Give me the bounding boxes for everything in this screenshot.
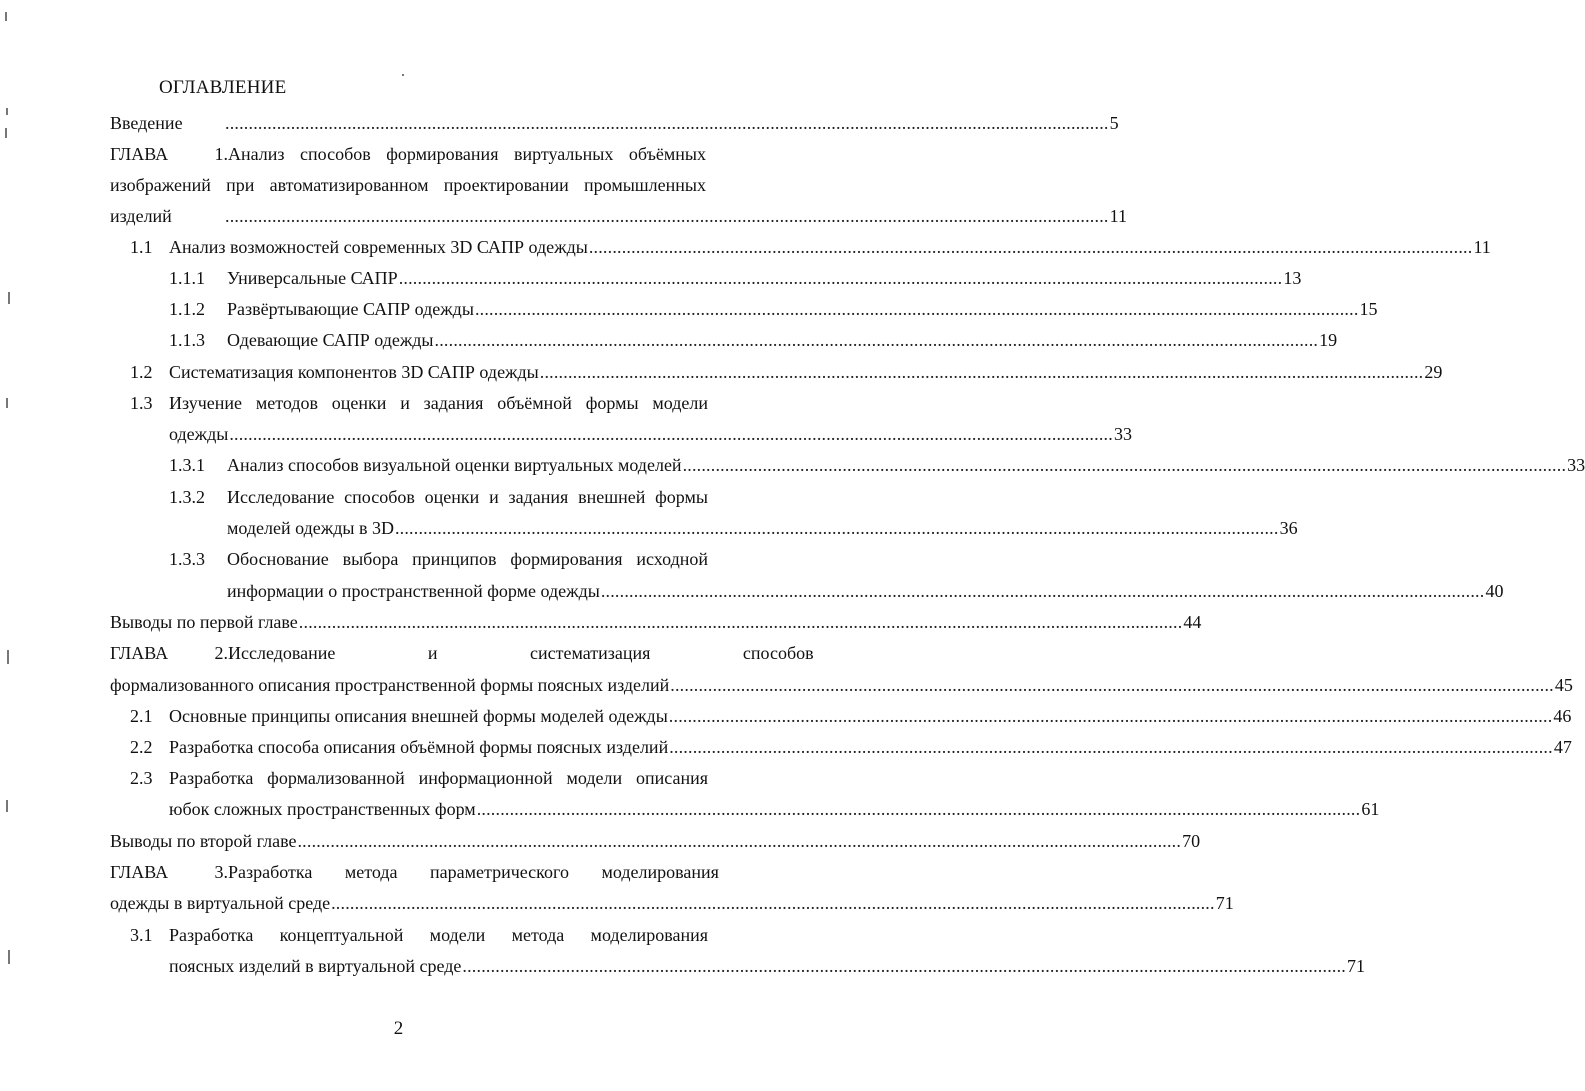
dot-leader (601, 578, 1485, 604)
dot-leader (331, 890, 1215, 916)
section-label: Исследование способов оценки и задания внешней формы (227, 487, 708, 507)
scan-speck (7, 650, 9, 664)
toc-conclusions-chapter-1[interactable] (110, 609, 1202, 635)
dot-leader (475, 296, 1359, 322)
section-number: 1.1.3 (169, 330, 205, 350)
scan-speck (5, 12, 7, 21)
dot-leader (435, 327, 1319, 353)
chapter-label: ГЛАВА 2. (110, 643, 228, 663)
toc-chapter-3-continued (110, 890, 1234, 916)
entry-page: 44 (1183, 612, 1202, 632)
toc-section-1-2[interactable] (130, 359, 1443, 385)
toc-section-1-3-1[interactable] (169, 452, 1585, 478)
scan-speck (6, 398, 8, 408)
toc-entry-introduction[interactable] (110, 110, 1119, 136)
section-label: Универсальные САПР (227, 268, 398, 288)
section-number: 1.2 (130, 362, 153, 382)
entry-page: 40 (1485, 581, 1504, 601)
section-label: Анализ способов визуальной оценки виртуальных моделей (227, 455, 682, 475)
entry-page: 33 (1113, 424, 1132, 444)
entry-page: 46 (1553, 706, 1572, 726)
entry-page: 71 (1215, 893, 1234, 913)
entry-page: 19 (1319, 330, 1338, 350)
toc-section-2-3-continued (169, 796, 1380, 822)
dot-leader (225, 203, 1109, 229)
chapter-label: ГЛАВА 3. (110, 862, 228, 882)
toc-section-2-2[interactable] (130, 734, 1572, 760)
section-label: Систематизация компонентов 3D САПР одежды (169, 362, 539, 382)
dot-leader (462, 953, 1346, 979)
toc-chapter-1-continued (110, 172, 706, 198)
toc-chapter-2-continued (110, 672, 1573, 698)
section-label: Развёртывающие САПР одежды (227, 299, 474, 319)
section-number: 1.3.2 (169, 487, 205, 507)
section-number: 2.3 (130, 768, 153, 788)
toc-section-1-1[interactable] (130, 234, 1491, 260)
entry-label: Введение (110, 113, 183, 133)
entry-page: 13 (1283, 268, 1302, 288)
chapter-title-line: изображений при автоматизированном проектировании промышленных (110, 175, 706, 195)
toc-conclusions-chapter-2[interactable] (110, 828, 1201, 854)
toc-section-3-1[interactable] (130, 922, 708, 948)
section-number: 1.1.1 (169, 268, 205, 288)
section-label: Изучение методов оценки и задания объёмной формы модели (169, 393, 708, 413)
section-label-continued: информации о пространственной форме одежды (227, 581, 600, 601)
scan-speck (8, 292, 10, 304)
section-label: Одевающие САПР одежды (227, 330, 434, 350)
section-label: Основные принципы описания внешней формы моделей одежды (169, 706, 668, 726)
toc-chapter-2-heading[interactable] (110, 640, 814, 666)
toc-section-1-3-2-continued (227, 515, 1298, 541)
toc-section-1-1-3[interactable] (169, 327, 1338, 353)
entry-page: 5 (1109, 113, 1119, 133)
chapter-title-line: Анализ способов формирования виртуальных объёмных (228, 144, 706, 164)
entry-page: 71 (1347, 956, 1365, 976)
entry-page: 33 (1567, 455, 1585, 475)
toc-section-1-1-1[interactable] (169, 265, 1302, 291)
dot-leader (669, 734, 1553, 760)
scan-speck (6, 800, 8, 812)
chapter-title-line: Разработка метода параметрического моделирования (228, 862, 719, 882)
section-number: 1.3 (130, 393, 153, 413)
toc-section-1-3-3-continued (227, 578, 1504, 604)
section-number: 2.2 (130, 737, 153, 757)
page-number: 2 (393, 1018, 404, 1039)
toc-section-3-1-continued (169, 953, 1365, 979)
dot-leader (399, 265, 1283, 291)
chapter-title-line: одежды в виртуальной среде (110, 893, 331, 913)
toc-chapter-3-heading[interactable] (110, 859, 719, 885)
scan-speck (5, 128, 7, 138)
section-number: 2.1 (130, 706, 153, 726)
section-number: 1.3.1 (169, 455, 205, 475)
entry-page: 36 (1279, 518, 1298, 538)
entry-page: 15 (1359, 299, 1378, 319)
entry-page: 29 (1424, 362, 1443, 382)
section-number: 1.1 (130, 237, 153, 257)
dot-leader (299, 609, 1183, 635)
section-label: Анализ возможностей современных 3D САПР одежды (169, 237, 588, 257)
section-label-continued: одежды (169, 424, 229, 444)
scan-speck (8, 950, 10, 964)
section-label: Разработка формализованной информационной модели описания (169, 768, 708, 788)
entry-page: 45 (1554, 675, 1573, 695)
entry-page: 61 (1361, 799, 1380, 819)
section-label-continued: моделей одежды в 3D (227, 518, 394, 538)
toc-section-1-3[interactable] (130, 390, 708, 416)
toc-chapter-1-heading[interactable] (110, 141, 706, 167)
section-label: Разработка способа описания объёмной формы поясных изделий (169, 737, 669, 757)
dot-leader (477, 796, 1361, 822)
entry-page: 11 (1473, 237, 1491, 257)
dot-leader (395, 515, 1279, 541)
dot-leader (683, 452, 1567, 478)
section-label: Обоснование выбора принципов формирования исходной (227, 549, 708, 569)
section-number: 1.3.3 (169, 549, 205, 569)
toc-section-2-3[interactable] (130, 765, 708, 791)
dot-leader (670, 672, 1554, 698)
scan-speck (402, 74, 404, 76)
chapter-title-line: формализованного описания пространственной формы поясных изделий (110, 675, 670, 695)
dot-leader (589, 234, 1473, 260)
entry-page: 70 (1182, 831, 1201, 851)
entry-page: 11 (1109, 206, 1127, 226)
section-label-continued: поясных изделий в виртуальной среде (169, 956, 462, 976)
entry-page: 47 (1553, 737, 1572, 757)
dot-leader (229, 421, 1113, 447)
toc-section-1-3-2[interactable] (169, 484, 708, 510)
entry-label: Выводы по второй главе (110, 831, 297, 851)
section-label: Разработка концептуальной модели метода моделирования (169, 925, 708, 945)
scan-speck (6, 108, 8, 115)
toc-title: ОГЛАВЛЕНИЕ (159, 77, 287, 98)
toc-section-2-1[interactable] (130, 703, 1572, 729)
section-label-continued: юбок сложных пространственных форм (169, 799, 476, 819)
section-number: 3.1 (130, 925, 153, 945)
dot-leader (225, 110, 1109, 136)
toc-section-1-1-2[interactable] (169, 296, 1378, 322)
chapter-title-line: Исследование и систематизация способов (228, 643, 814, 663)
toc-section-1-3-3[interactable] (169, 546, 708, 572)
dot-leader (669, 703, 1553, 729)
chapter-label: ГЛАВА 1. (110, 144, 228, 164)
section-number: 1.1.2 (169, 299, 205, 319)
dot-leader (297, 828, 1181, 854)
entry-label: Выводы по первой главе (110, 612, 298, 632)
toc-chapter-1-end[interactable] (110, 203, 1127, 229)
toc-section-1-3-continued (169, 421, 1132, 447)
dot-leader (540, 359, 1424, 385)
chapter-title-line: изделий (110, 206, 172, 226)
